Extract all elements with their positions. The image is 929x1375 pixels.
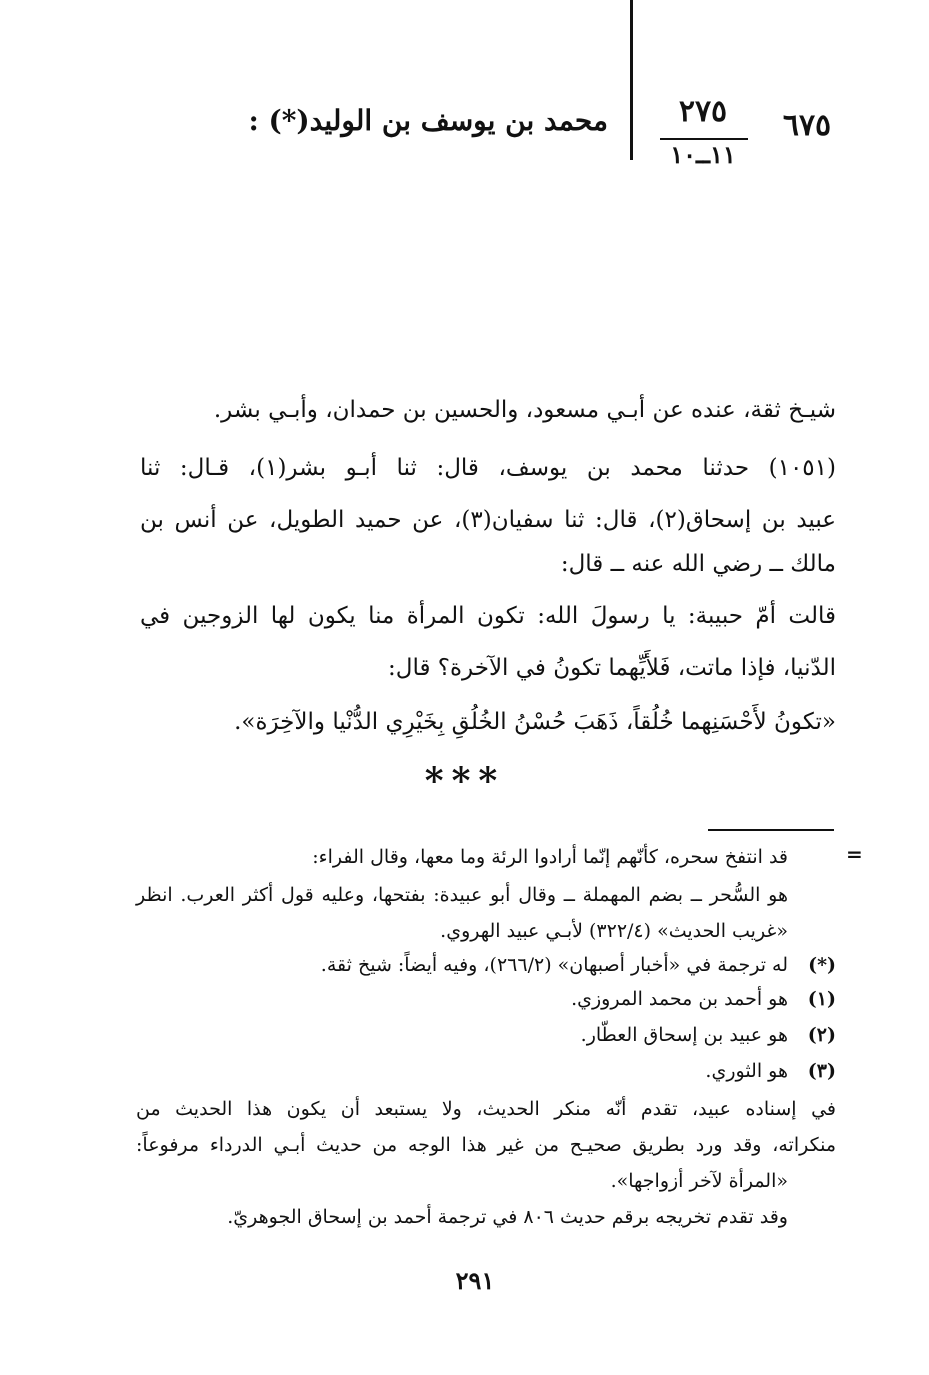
footnote-marker: (*) [808,954,836,976]
page-number: ٢٩١ [455,1266,495,1295]
footnote-rule [708,829,834,831]
footnote-1 [136,986,836,1012]
entry-title: محمد بن يوسف بن الوليد(*) : [248,104,608,137]
entry-number: ٦٧٥ [782,108,832,143]
continuation-mark: = [846,842,863,866]
section-separator: *** [424,760,506,802]
fraction-top: ٢٧٥ [678,94,728,129]
fraction-bottom: ١١ــ١٠ [670,140,736,169]
footnote-text: هو عبيد بن إسحاق العطّار. [580,1024,788,1046]
footnote-text: هو الثوري. [705,1060,788,1082]
body-line-5: قالت أمّ حبيبة: يا رسولَ الله: تكون المرأة منا يكون لها الزوجين في [140,603,836,629]
body-line-4: مالك ــ رضي الله عنه ــ قال: [560,551,836,577]
footnote-marker: (٢) [807,1024,836,1046]
footnote-cont-line-1: قد انتفخ سحره، كأنّهم إنّما أرادوا الرئة وما معها، وقال الفراء: [312,846,788,868]
footnote-star [136,952,836,978]
footnote-3-line-1: في إسناده عبيد، تقدم أنّه منكر الحديث، ولا يستبعد أن يكون هذا الحديث من [136,1098,836,1120]
body-line-1: شيـخ ثقة، عنده عن أبـي مسعود، والحسين بن حمدان، وأبـي بشر. [213,397,836,423]
body-line-2: (١٠٥١) حدثنا محمد بن يوسف، قال: ثنا أبـو بشر(١)، قـال: ثنا [140,455,836,481]
footnote-marker: (١) [807,988,836,1010]
body-line-3: عبيد بن إسحاق(٢)، قال: ثنا سفيان(٣)، عن حميد الطويل، عن أنس بن [140,507,836,533]
footnote-text: له ترجمة في «أخبار أصبهان» (٢٦٦/٢)، وفيه أيضاً: شيخ ثقة. [320,954,788,976]
body-line-6: الدّنيا، فإذا ماتت، فَلأَيِّهما تكونُ في الآخرة؟ قال: [388,655,836,681]
header-divider [630,0,633,160]
footnote-2 [136,1022,836,1048]
footnote-text: هو أحمد بن محمد المروزي. [571,988,788,1010]
footnote-cont-line-3: «غريب الحديث» (٣٢٢/٤) لأبـي عبيد الهروي. [440,920,788,942]
footnote-3-line-2: منكراته، وقد ورد بطريق صحيـح من غير هذا الوجه من حديث أبـي الدرداء مرفوعاً: [136,1134,836,1156]
footnote-3 [136,1058,836,1084]
body-line-7: «تكونُ لأَحْسَنِهما خُلُقاً، ذَهَبَ حُسْنُ الخُلُقِ بِخَيْرِي الدُّنْيا والآخِرَة». [234,709,836,735]
footnote-3-line-4: وقد تقدم تخريجه برقم حديث ٨٠٦ في ترجمة أحمد بن إسحاق الجوهريّ. [227,1206,788,1228]
footnote-3-line-3: «المرأة لآخر أزواجها». [610,1170,788,1192]
footnote-cont-line-2: هو السُّحر ــ بضم المهملة ــ وقال أبو عبيدة: بفتحها، وعليه قول أكثر العرب. انظر [136,884,788,906]
footnote-marker: (٣) [807,1060,836,1082]
